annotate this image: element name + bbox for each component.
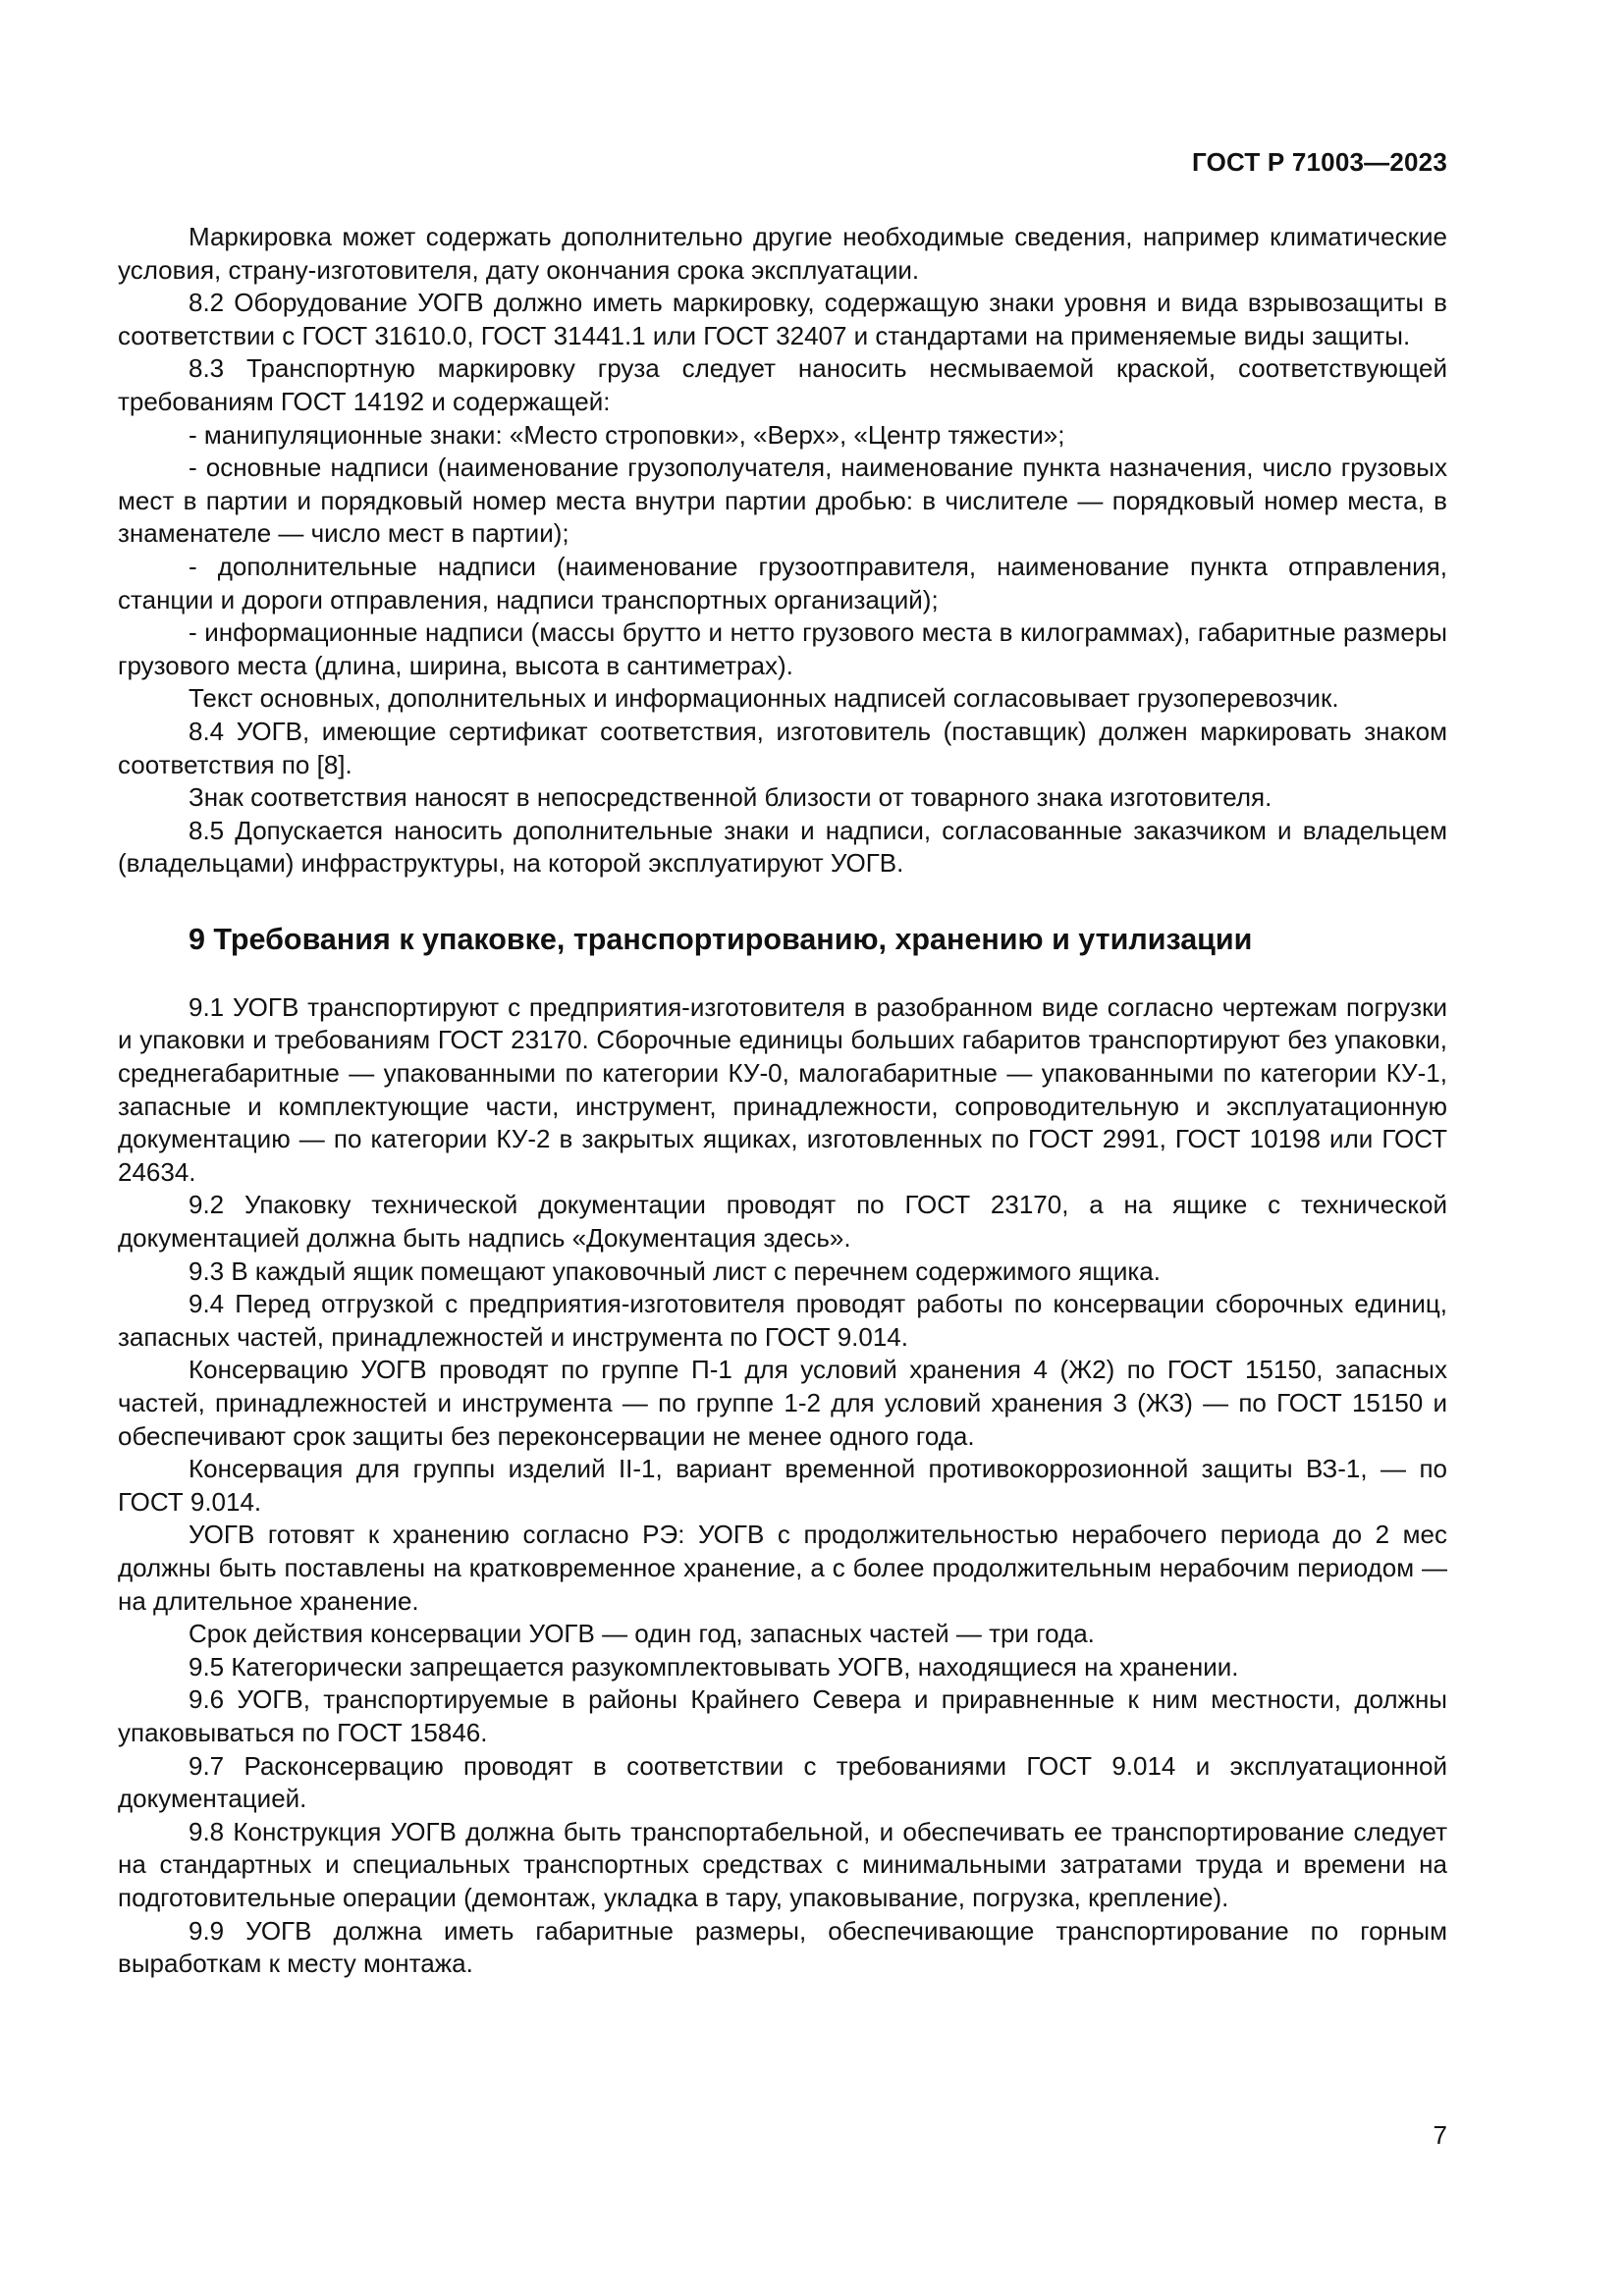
- paragraph: Маркировка может содержать дополнительно другие необходимые сведения, например климатические условия, страну-изготовителя, дату окончания срока эксплуатации.: [118, 222, 1447, 285]
- list-item: - информационные надписи (массы брутто и нетто грузового места в килограммах), габаритные размеры грузового места (длина, ширина, высота в сантиметрах).: [118, 617, 1447, 680]
- paragraph: 8.3 Транспортную маркировку груза следует наносить несмываемой краской, соответствующей требованиям ГОСТ 14192 и содержащей:: [118, 353, 1447, 416]
- paragraph: 9.2 Упаковку технической документации проводят по ГОСТ 23170, а на ящике с технической документацией должна быть надпись «Документация здесь».: [118, 1190, 1447, 1254]
- paragraph: 9.3 В каждый ящик помещают упаковочный лист с перечнем содержимого ящика.: [189, 1255, 1161, 1286]
- paragraph: 9.6 УОГВ, транспортируемые в районы Крайнего Севера и приравненные к ним местности, должны упаковываться по ГОСТ 15846.: [118, 1684, 1447, 1747]
- paragraph: 9.4 Перед отгрузкой с предприятия-изготовителя проводят работы по консервации сборочных единиц, запасных частей, принадлежностей и инструмента по ГОСТ 9.014.: [118, 1289, 1447, 1352]
- paragraph: 8.5 Допускается наносить дополнительные знаки и надписи, согласованные заказчиком и владельцем (владельцами) инфраструктуры, на которой эксплуатируют УОГВ.: [118, 815, 1447, 879]
- document-header: ГОСТ Р 71003—2023: [1192, 147, 1447, 177]
- paragraph: УОГВ готовят к хранению согласно РЭ: УОГВ с продолжительностью нерабочего периода до 2 мес должны быть поставлены на кратковременное хранение, а с более продолжительным нерабочим периодом — на длительное хранение.: [118, 1520, 1447, 1616]
- paragraph: 9.7 Расконсервацию проводят в соответствии с требованиями ГОСТ 9.014 и эксплуатационной документацией.: [118, 1750, 1447, 1814]
- list-item: - основные надписи (наименование грузополучателя, наименование пункта назначения, число грузовых мест в партии и порядковый номер места внутри партии дробью: в числителе — порядковый номер места, в знаменателе — число мест в партии);: [118, 453, 1447, 549]
- paragraph: Текст основных, дополнительных и информационных надписей согласовывает грузоперевозчик.: [189, 683, 1339, 714]
- list-item: - манипуляционные знаки: «Место строповки», «Верх», «Центр тяжести»;: [189, 419, 1065, 450]
- paragraph: 9.9 УОГВ должна иметь габаритные размеры, обеспечивающие транспортирование по горным выработкам к месту монтажа.: [118, 1915, 1447, 1979]
- paragraph: 8.2 Оборудование УОГВ должно иметь маркировку, содержащую знаки уровня и вида взрывозащиты в соответствии с ГОСТ 31610.0, ГОСТ 31441.1 или ГОСТ 32407 и стандартами на применяемые виды защиты.: [118, 288, 1447, 350]
- section-heading: 9 Требования к упаковке, транспортированию, хранению и утилизации: [189, 922, 1253, 956]
- paragraph: Консервация для группы изделий II-1, вариант временной противокоррозионной защиты ВЗ-1, — по ГОСТ 9.014.: [118, 1454, 1447, 1517]
- document-body: [118, 221, 1447, 1981]
- paragraph: 9.1 УОГВ транспортируют с предприятия-изготовителя в разобранном виде согласно чертежам погрузки и упаковки и требованиям ГОСТ 23170. Сборочные единицы больших габаритов транспортируют без упаковки, среднегабаритные — упакованными по категории КУ-0, малогабаритные — упакованными по категории КУ-1, запасные и комплектующие части, инструмент, принадлежности, сопроводительную и эксплуатационную документацию — по категории КУ-2 в закрытых ящиках, изготовленных по ГОСТ 2991, ГОСТ 10198 или ГОСТ 24634.: [118, 991, 1447, 1187]
- paragraph: Знак соответствия наносят в непосредственной близости от товарного знака изготовителя.: [189, 782, 1272, 813]
- paragraph: Консервацию УОГВ проводят по группе П-1 для условий хранения 4 (Ж2) по ГОСТ 15150, запасных частей, принадлежностей и инструмента — по группе 1-2 для условий хранения 3 (ЖЗ) — по ГОСТ 15150 и обеспечивают срок защиты без переконсервации не менее одного года.: [118, 1355, 1447, 1451]
- paragraph: 9.5 Категорически запрещается разукомплектовывать УОГВ, находящиеся на хранении.: [189, 1651, 1239, 1682]
- paragraph: 9.8 Конструкция УОГВ должна быть транспортабельной, и обеспечивать ее транспортирование следует на стандартных и специальных транспортных средствах с минимальными затратами труда и времени на подготовительные операции (демонтаж, укладка в тару, упаковывание, погрузка, крепление).: [118, 1816, 1447, 1912]
- paragraph: Срок действия консервации УОГВ — один год, запасных частей — три года.: [189, 1619, 1095, 1649]
- list-item: - дополнительные надписи (наименование грузоотправителя, наименование пункта отправления, станции и дороги отправления, надписи транспортных организаций);: [118, 551, 1447, 614]
- page-number: 7: [1433, 2120, 1447, 2150]
- paragraph: 8.4 УОГВ, имеющие сертификат соответствия, изготовитель (поставщик) должен маркировать знаком соответствия по [8].: [118, 716, 1447, 779]
